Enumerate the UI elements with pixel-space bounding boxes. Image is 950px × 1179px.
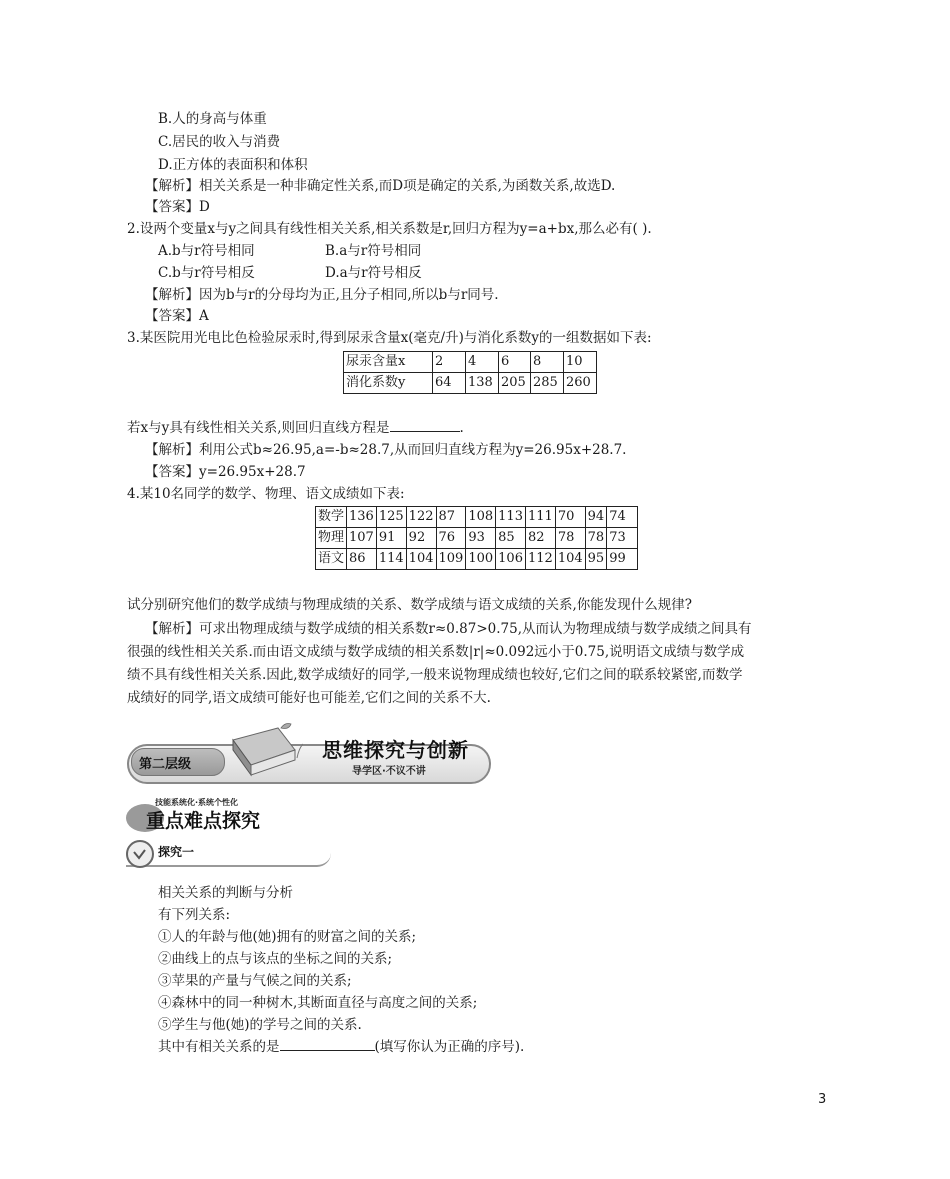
table-cell: 113 [496, 507, 526, 528]
q3-analysis: 【解析】利用公式b≈26.95,a=-b≈28.7,从而回归直线方程为y=26.95x+28.7. [145, 442, 627, 458]
check-circle-icon [126, 840, 154, 868]
table-cell: 260 [564, 373, 597, 394]
table-cell: 285 [531, 373, 564, 394]
table-cell: 104 [555, 549, 585, 570]
table-row [316, 507, 638, 528]
table-cell: 93 [466, 528, 496, 549]
q3-question [127, 420, 464, 436]
q1-option-c: C.居民的收入与消费 [158, 134, 281, 150]
q4-stem: 4.某10名同学的数学、物理、语文成绩如下表: [127, 486, 405, 502]
table-cell: 205 [499, 373, 531, 394]
q4-analysis-line-4: 成绩好的同学,语文成绩可能好也可能差,它们之间的关系不大. [127, 690, 491, 706]
table-row [344, 373, 597, 394]
q2-option-b: B.a与r符号相同 [325, 243, 422, 259]
table-cell: 70 [555, 507, 585, 528]
q3-data-table [343, 351, 597, 394]
table-cell: 78 [555, 528, 585, 549]
table-cell: 111 [525, 507, 555, 528]
table-cell: 语文 [316, 549, 347, 570]
table-cell: 100 [466, 549, 496, 570]
table-cell: 4 [466, 352, 499, 373]
q4-scores-table [315, 506, 638, 570]
table-row [316, 549, 638, 570]
table-cell: 91 [376, 528, 406, 549]
q4-analysis-line-2: 很强的线性相关关系.而由语文成绩与数学成绩的相关系数|r|≈0.092远小于0.75,说明语文成绩与数学成 [127, 644, 745, 660]
table-cell: 76 [436, 528, 466, 549]
table-cell: 106 [496, 549, 526, 570]
table-cell: 85 [496, 528, 526, 549]
list-item: ④森林中的同一种树木,其断面直径与高度之间的关系; [158, 995, 478, 1011]
table-cell: 95 [585, 549, 607, 570]
table-cell: 78 [585, 528, 607, 549]
table-cell: 104 [406, 549, 436, 570]
q1-option-b: B.人的身高与体重 [158, 111, 267, 127]
table-cell: 86 [347, 549, 377, 570]
table-cell: 99 [607, 549, 638, 570]
table-cell: 物理 [316, 528, 347, 549]
explore-label: 探究一 [158, 845, 195, 859]
table-cell: 2 [433, 352, 466, 373]
q2-stem: 2.设两个变量x与y之间具有线性相关关系,相关系数是r,回归方程为y=a+bx,那么必有( ). [127, 221, 652, 237]
section-heading [126, 802, 276, 830]
table-cell: 114 [376, 549, 406, 570]
table-row [344, 352, 597, 373]
table-cell: 10 [564, 352, 597, 373]
banner-subtitle: 导学区·不议不讲 [352, 766, 426, 777]
explore1-intro: 有下列关系: [158, 907, 231, 923]
q3-answer-blank[interactable] [390, 430, 460, 432]
table-cell: 112 [525, 549, 555, 570]
table-cell: 数学 [316, 507, 347, 528]
section-heading-text: 重点难点探究 [146, 810, 261, 832]
section-tagline: 技能系统化·系统个性化 [155, 798, 239, 807]
book-icon [223, 720, 303, 778]
q2-option-a: A.b与r符号相同 [158, 243, 255, 259]
explore1-answer-blank[interactable] [280, 1049, 375, 1051]
explore-tab [126, 840, 331, 866]
table-cell: 125 [376, 507, 406, 528]
q2-answer: 【答案】A [145, 308, 209, 324]
q4-question: 试分别研究他们的数学成绩与物理成绩的关系、数学成绩与语文成绩的关系,你能发现什么规律? [127, 597, 693, 613]
table-cell: 消化系数y [344, 373, 433, 394]
list-item: ⑤学生与他(她)的学号之间的关系. [158, 1017, 362, 1033]
table-cell: 122 [406, 507, 436, 528]
list-item: ①人的年龄与他(她)拥有的财富之间的关系; [158, 929, 417, 945]
table-cell: 109 [436, 549, 466, 570]
explore-underline [126, 851, 331, 867]
q2-option-c: C.b与r符号相反 [158, 265, 255, 281]
level-label: 第二层级 [139, 757, 192, 772]
table-cell: 8 [531, 352, 564, 373]
explore1-question-text: 其中有相关关系的是 [158, 1039, 280, 1055]
banner-title: 思维探究与创新 [322, 738, 469, 762]
q1-answer: 【答案】D [145, 199, 210, 215]
table-cell: 107 [347, 528, 377, 549]
table-cell: 94 [585, 507, 607, 528]
q3-question-end: . [459, 420, 464, 436]
explore1-question [158, 1039, 524, 1055]
q2-option-d: D.a与r符号相反 [325, 265, 422, 281]
table-cell: 138 [466, 373, 499, 394]
q4-analysis-line-3: 绩不具有线性相关关系.因此,数学成绩好的同学,一般来说物理成绩也较好,它们之间的联系较紧密,而数学 [127, 667, 743, 683]
level-banner [127, 712, 497, 782]
q3-stem: 3.某医院用光电比色检验尿汞时,得到尿汞含量x(毫克/升)与消化系数y的一组数据如下表: [127, 330, 652, 346]
list-item: ③苹果的产量与气候之间的关系; [158, 973, 352, 989]
table-cell: 87 [436, 507, 466, 528]
table-cell: 74 [607, 507, 638, 528]
explore1-title: 相关关系的判断与分析 [158, 885, 293, 901]
page-number: 3 [818, 1092, 827, 1107]
table-row [316, 528, 638, 549]
table-cell: 82 [525, 528, 555, 549]
table-cell: 6 [499, 352, 531, 373]
table-cell: 136 [347, 507, 377, 528]
q1-option-d: D.正方体的表面积和体积 [158, 157, 308, 173]
explore1-question-end: (填写你认为正确的序号). [374, 1039, 525, 1055]
q3-answer: 【答案】y=26.95x+28.7 [145, 464, 306, 480]
table-cell: 92 [406, 528, 436, 549]
q2-analysis: 【解析】因为b与r的分母均为正,且分子相同,所以b与r同号. [145, 287, 499, 303]
q4-analysis-line-1: 【解析】可求出物理成绩与数学成绩的相关系数r≈0.87>0.75,从而认为物理成绩与数学成绩之间具有 [145, 621, 752, 637]
table-cell: 尿汞含量x [344, 352, 433, 373]
table-cell: 64 [433, 373, 466, 394]
table-cell: 108 [466, 507, 496, 528]
list-item: ②曲线上的点与该点的坐标之间的关系; [158, 951, 393, 967]
q3-question-text: 若x与y具有线性相关关系,则回归直线方程是 [127, 420, 390, 436]
table-cell: 73 [607, 528, 638, 549]
q1-analysis: 【解析】相关关系是一种非确定性关系,而D项是确定的关系,为函数关系,故选D. [145, 178, 616, 194]
